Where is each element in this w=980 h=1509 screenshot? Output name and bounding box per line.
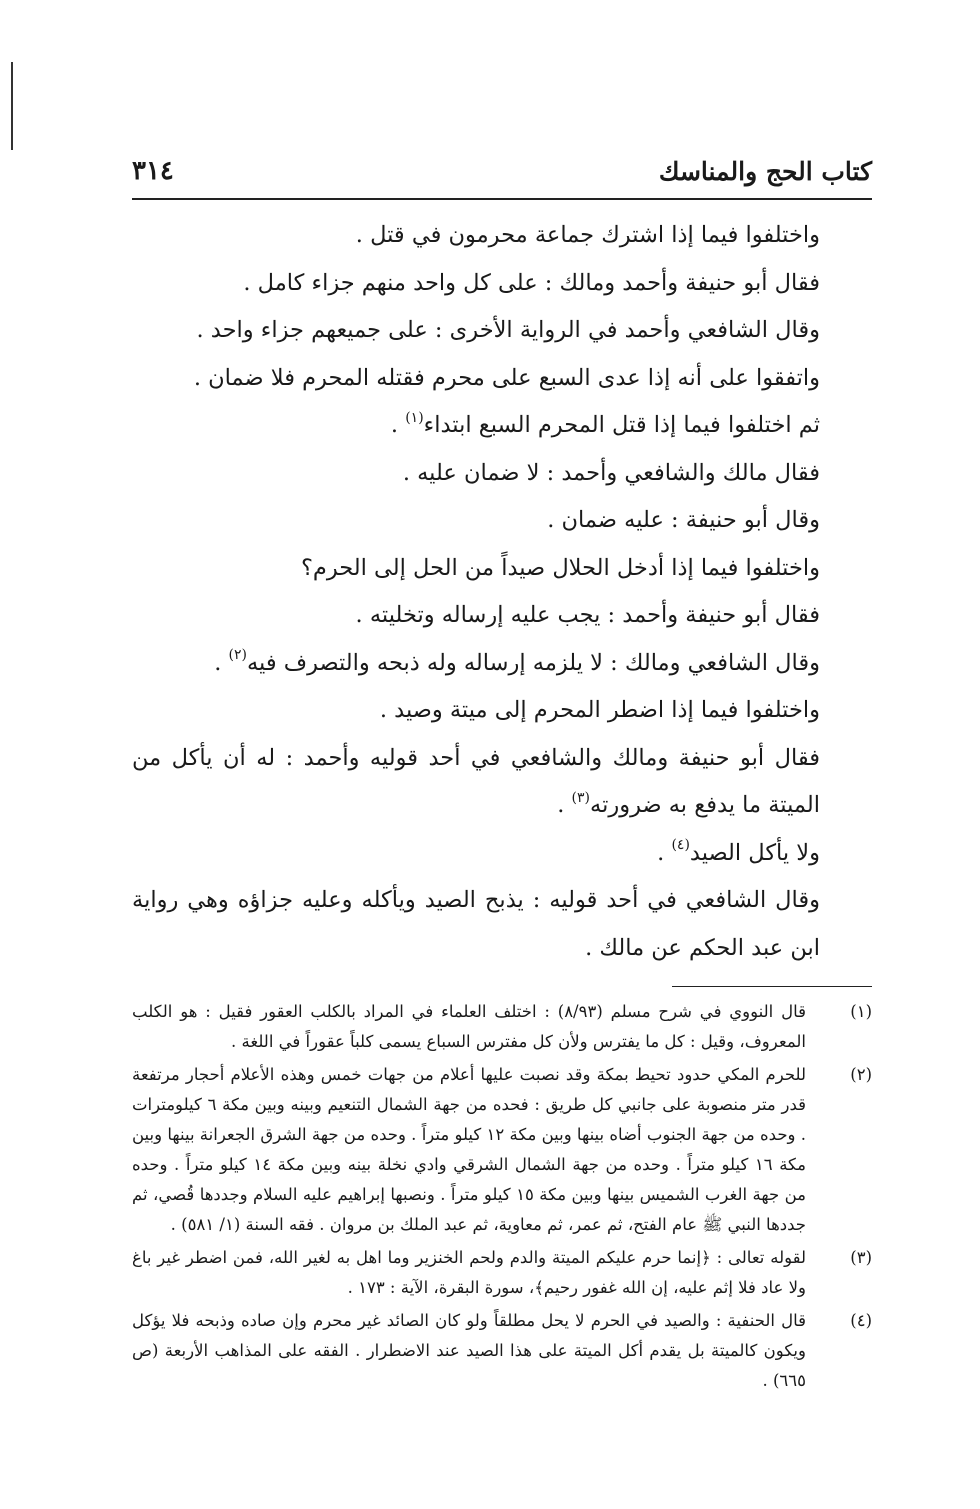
paragraph: وقال أبو حنيفة : عليه ضمان . — [547, 507, 820, 533]
paragraph: واختلفوا فيما إذا اضطر المحرم إلى ميتة وصيد . — [379, 697, 820, 723]
paragraph-text: فقال أبو حنيفة ومالك والشافعي في أحد قوليه وأحمد : له أن يأكل من الميتة ما يدفع به ضرورته — [132, 744, 820, 818]
paragraph: واتفقوا على أنه إذا عدى السبع على محرم فقتله المحرم فلا ضمان . — [193, 364, 820, 391]
footnote-ref[interactable]: (٢) — [228, 647, 247, 663]
paragraph: فقال مالك والشافعي وأحمد : لا ضمان عليه . — [402, 459, 820, 486]
paragraph — [132, 640, 872, 688]
paragraph — [132, 402, 872, 450]
book-page — [132, 150, 872, 1399]
running-header — [132, 150, 872, 200]
paragraph: واختلفوا فيما إذا اشترك جماعة محرمون في قتل . — [355, 222, 820, 248]
footnote-text: لقوله تعالى : ﴿إنما حرم عليكم الميتة والدم ولحم الخنزير وما اهل به لغير الله، فمن اضطر غير باغ ولا عاد فلا إثم عليه، إن الله غفور رحيم﴾، سورة البقرة، الآية : ١٧٣ . — [132, 1248, 806, 1297]
footnote-number: (٤) — [850, 1311, 872, 1330]
paragraph-text: ثم اختلفوا فيما إذا قتل المحرم السبع ابتداء — [423, 412, 820, 438]
period: . — [657, 839, 672, 866]
footnote-number: (١) — [850, 1002, 872, 1021]
footnote-text: قال النووي في شرح مسلم (٨/٩٣) : اختلف العلماء في المراد بالكلب العقور فقيل : هو الكلب المعروف، وقيل : كل ما يفترس ولأن كل مفترس السباع يسمى كلباً عقوراً في اللغة . — [132, 1002, 806, 1051]
paragraph: واختلفوا فيما إذا أدخل الحلال صيداً من الحل إلى الحرم؟ — [300, 554, 820, 581]
paragraph — [132, 830, 872, 878]
paragraph — [132, 735, 872, 830]
period: . — [390, 412, 406, 438]
page-number: ٣١٤ — [132, 156, 174, 186]
paragraph-text: ولا يأكل الصيد — [689, 839, 820, 866]
footnote-separator — [672, 986, 872, 987]
binding-edge-line — [11, 62, 13, 150]
footnote-text: قال الحنفية : والصيد في الحرم لا يحل مطلقاً ولو كان الصائد غير محرم وإن صاده وذبحه فلا يؤكل ويكون كالميتة بل يقدم أكل الميتة على هذا الصيد عند الاضطرار . الفقه على المذاهب الأربعة (ص ٦٦٥) . — [132, 1311, 806, 1390]
paragraph: فقال أبو حنيفة وأحمد ومالك : على كل واحد منهم جزاء كامل . — [243, 269, 820, 296]
paragraph: وقال الشافعي في أحد قوليه : يذبح الصيد ويأكله وعليه جزاؤه وهي رواية ابن عبد الحكم عن مالك . — [132, 887, 820, 961]
footnote — [132, 1306, 872, 1396]
footnotes — [132, 997, 872, 1396]
footnote-ref[interactable]: (٣) — [571, 789, 591, 806]
paragraph: فقال أبو حنيفة وأحمد : يجب عليه إرساله وتخليته . — [355, 602, 820, 628]
footnote-text: للحرم المكي حدود تحيط بمكة وقد نصبت عليها أعلام من جهات خمس وهذه الأعلام أحجار مرتفعة قدر متر منصوبة على جانبي كل طريق : فحده من جهة الشمال التنعيم وبينه وبين مكة ٦ كيلومترات . وحده من جهة الجنوب أضاه بينها وبين مكة ١٢ كيلو متراً . وحده من جهة الشرق الجعرانة بينها وبين مكة ١٦ كيلو متراً . وحده من جهة الشمال الشرقي وادي نخلة بينه وبين مكة ١٤ كيلو متراً . وحده من جهة الغرب الشميس بينها وبين مكة ١٥ كيلو متراً . ونصبها إبراهيم عليه السلام وجددها قُصي، ثم جددها النبي ﷺ عام الفتح، ثم عمر، ثم معاوية، ثم عبد الملك بن مروان . فقه السنة (١/ ٥٨١) . — [132, 1065, 806, 1234]
period: . — [557, 792, 572, 818]
footnote-number: (٢) — [850, 1065, 872, 1084]
period: . — [214, 649, 229, 676]
paragraph-text: وقال الشافعي ومالك : لا يلزمه إرساله وله ذبحه والتصرف فيه — [246, 649, 820, 676]
footnote — [132, 997, 872, 1057]
footnote — [132, 1060, 872, 1240]
chapter-title: كتاب الحج والمناسك — [658, 156, 872, 186]
paragraph: وقال الشافعي وأحمد في الرواية الأخرى : على جميعهم جزاء واحد . — [196, 317, 820, 343]
footnote-ref[interactable]: (٤) — [671, 837, 690, 853]
main-text — [132, 212, 872, 972]
footnote — [132, 1243, 872, 1303]
footnote-number: (٣) — [850, 1248, 872, 1267]
footnote-ref[interactable]: (١) — [405, 409, 424, 426]
